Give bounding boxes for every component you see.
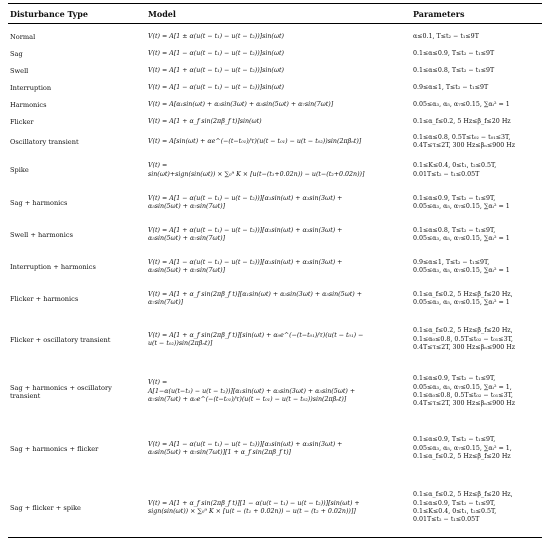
model-line: V(t) = bbox=[148, 162, 168, 170]
bottom-rule bbox=[8, 537, 542, 538]
model-line: V(t) = A[1 ± α(u(t − t₁) − u(t − t₂))]sin(ωt) bbox=[148, 33, 285, 41]
disturbance-type-cell: Sag + harmonics + oscillatory transient bbox=[10, 383, 112, 400]
parameters-cell bbox=[413, 132, 545, 152]
parameters-cell bbox=[413, 220, 545, 250]
model-cell bbox=[148, 47, 410, 62]
model-line: V(t) = A[α₁sin(ωt) + α₃sin(3ωt) + α₅sin(5ωt) + α₇sin(7ωt)] bbox=[148, 101, 334, 109]
model-cell bbox=[148, 220, 410, 250]
disturbance-type-cell: Sag + flicker + spike bbox=[10, 503, 81, 512]
table-row bbox=[8, 420, 542, 478]
table-row bbox=[8, 155, 542, 186]
model-line: V(t) = A[1 − α(u(t − t₁) − u(t − t₂))]sin(ωt) bbox=[148, 50, 285, 58]
table-row bbox=[8, 98, 542, 113]
model-line: V(t) = A[1 + α(u(t − t₁) − u(t − t₂))][α₁sin(ωt) + α₃sin(3ωt) + bbox=[148, 226, 343, 234]
model-cell bbox=[148, 316, 410, 364]
parameter-line: α≤0.1, T≤t₂ − t₁≤9T bbox=[413, 33, 479, 41]
model-line: V(t) = A[1 − α(u(t − t₁) − u(t − t₂))][α₁sin(ωt) + α₃sin(3ωt) + bbox=[148, 258, 343, 266]
model-cell bbox=[148, 115, 410, 130]
disturbance-type-cell: Sag bbox=[10, 50, 23, 59]
parameters-cell bbox=[413, 81, 545, 96]
disturbance-type-cell: Oscillatory transient bbox=[10, 137, 79, 146]
parameter-line: 0.1≤α≤0.8, 0.5T≤t₀₂ − t₀₁≤3T, bbox=[413, 133, 511, 141]
parameter-line: 0.4T≤τ≤2T, 300 Hz≤βₙ≤900 Hz bbox=[413, 400, 516, 408]
model-line: V(t) = A[1 + α(u(t − t₁) − u(t − t₂))]sin(ωt) bbox=[148, 67, 285, 75]
model-cell bbox=[148, 420, 410, 478]
model-line: α₇sin(7ωt) + α₀e^(−(t−t₀₁)/τ)(u(t − t₀₁) − u(t − t₀₂))sin(2πβₙt)] bbox=[148, 396, 347, 404]
parameters-cell bbox=[413, 47, 545, 62]
parameters-cell bbox=[413, 284, 545, 314]
parameter-line: 0.1≤α≤0.9, T≤t₂ − t₁≤9T bbox=[413, 50, 495, 58]
table-row bbox=[8, 115, 542, 130]
table-row bbox=[8, 188, 542, 218]
model-line: α₅sin(5ωt) + α₇sin(7ωt)] bbox=[148, 267, 226, 274]
table-row bbox=[8, 316, 542, 364]
parameters-cell bbox=[413, 98, 545, 113]
parameter-line: 0.1≤α≤0.8, T≤t₂ − t₁≤9T, bbox=[413, 226, 496, 234]
model-line: V(t) = A[1 + α_f sin(2πβ_f t)][α₁sin(ωt) + α₃sin(3ωt) + α₅sin(5ωt) + bbox=[148, 290, 363, 298]
model-cell bbox=[148, 98, 410, 113]
model-cell bbox=[148, 366, 410, 418]
parameter-line: 0.01T≤t₂ − t₁≤0.05T bbox=[413, 516, 480, 524]
table-row bbox=[8, 81, 542, 96]
model-line: A[1−α(u(t−t₁) − u(t − t₂))][α₁sin(ωt) + α₃sin(3ωt) + α₅sin(5ωt) + bbox=[148, 387, 356, 395]
disturbance-type-cell: Interruption + harmonics bbox=[10, 262, 96, 271]
model-cell bbox=[148, 155, 410, 186]
parameter-line: 0.1≤α≤0.9, T≤t₂ − t₁≤9T, bbox=[413, 375, 496, 383]
model-line: V(t) = A[1 − α(u(t − t₁) − u(t − t₂))]sin(ωt) bbox=[148, 84, 285, 92]
model-cell bbox=[148, 481, 410, 535]
table-row bbox=[8, 132, 542, 152]
top-rule bbox=[8, 3, 542, 4]
header-rule bbox=[8, 23, 542, 24]
model-cell bbox=[148, 64, 410, 79]
model-cell bbox=[148, 252, 410, 282]
model-line: sign(sin(ωt)) × ∑₀⁹ K × [u(t − (t₁ + 0.02n)) − u(t − (t₂ + 0.02n))]] bbox=[148, 508, 356, 515]
parameter-line: 0.1≤K≤0.4, 0≤t₁, t₂≤0.5T, bbox=[413, 508, 497, 515]
parameters-cell bbox=[413, 188, 545, 218]
model-cell bbox=[148, 81, 410, 96]
table-row bbox=[8, 30, 542, 45]
disturbance-type-cell: Flicker + harmonics bbox=[10, 294, 79, 303]
table-row bbox=[8, 284, 542, 314]
table-row bbox=[8, 366, 542, 418]
parameters-cell bbox=[413, 155, 545, 186]
model-line: α₅sin(5ωt) + α₇sin(7ωt)] bbox=[148, 235, 226, 242]
header-model: Model bbox=[148, 9, 176, 19]
parameter-line: 0.1≤α≤0.9, T≤t₂ − t₁≤9T, bbox=[413, 194, 496, 202]
header-parameters: Parameters bbox=[413, 9, 465, 19]
model-line: α₅sin(5ωt) + α₇sin(7ωt)][1 + α_f sin(2πβ_f t)] bbox=[148, 449, 292, 456]
model-line: α₇sin(7ωt)] bbox=[148, 299, 184, 306]
disturbance-type-cell: Harmonics bbox=[10, 101, 47, 110]
parameter-line: 0.4T≤τ≤2T, 300 Hz≤βₙ≤900 Hz bbox=[413, 142, 516, 149]
model-line: α₅sin(5ωt) + α₇sin(7ωt)] bbox=[148, 203, 226, 210]
header-disturbance-type: Disturbance Type bbox=[10, 9, 88, 19]
parameter-line: 0.1≤α_f≤0.2, 5 Hz≤β_f≤20 Hz bbox=[413, 118, 511, 126]
parameter-line: 0.05≤α₃, α₅, α₇≤0.15, ∑αᵢ² = 1 bbox=[413, 203, 510, 210]
parameter-line: 0.4T≤τ≤2T, 300 Hz≤βₙ≤900 Hz bbox=[413, 344, 516, 352]
model-line: V(t) = A[1 − α(u(t − t₁) − u(t − t₂))][α₁sin(ωt) + α₃sin(3ωt) + bbox=[148, 194, 343, 202]
parameter-line: 0.9≤α≤1, T≤t₂ − t₁≤9T bbox=[413, 84, 489, 92]
model-cell bbox=[148, 188, 410, 218]
parameter-line: 0.1≤α_f≤0.2, 5 Hz≤β_f≤20 Hz, bbox=[413, 491, 513, 499]
parameter-line: 0.9≤α≤1, T≤t₂ − t₁≤9T, bbox=[413, 258, 490, 266]
disturbance-type-cell: Flicker bbox=[10, 118, 34, 127]
model-line: u(t − t₀₂))sin(2πβₙt)] bbox=[148, 340, 213, 347]
model-line: V(t) = A[1 + α_f sin(2πβ_f t)]sin(ωt) bbox=[148, 118, 262, 126]
disturbance-type-cell: Swell + harmonics bbox=[10, 230, 73, 239]
disturbance-type-cell: Swell bbox=[10, 67, 29, 76]
disturbance-type-cell: Spike bbox=[10, 166, 29, 175]
model-line: V(t) = A[1 + α_f sin(2πβ_f t)][sin(ωt) + α₀e^(−(t−t₀₁)/τ)(u(t − t₀₁) − bbox=[148, 331, 364, 339]
model-line: V(t) = bbox=[148, 379, 168, 387]
disturbance-type-cell: Flicker + oscillatory transient bbox=[10, 335, 111, 344]
parameter-line: 0.05≤α₃, α₅, α₇≤0.15, ∑αᵢ² = 1 bbox=[413, 101, 510, 109]
parameter-line: 0.1≤α_f≤0.2, 5 Hz≤β_f≤20 Hz, bbox=[413, 327, 513, 335]
parameter-line: 0.05≤α₃, α₅, α₇≤0.15, ∑αᵢ² = 1 bbox=[413, 235, 510, 242]
model-cell bbox=[148, 30, 410, 45]
disturbance-type-cell: Interruption bbox=[10, 84, 52, 93]
table-row bbox=[8, 47, 542, 62]
parameter-line: 0.05≤α₃, α₅, α₇≤0.15, ∑αᵢ² = 1 bbox=[413, 267, 510, 274]
model-line: sin(ωt)+sign(sin(ωt)) × ∑₀⁹ K × [u(t−(t₁+0.02n)) − u(t−(t₂+0.02n))] bbox=[148, 170, 365, 178]
disturbance-type-cell: Sag + harmonics + flicker bbox=[10, 444, 99, 453]
parameters-cell bbox=[413, 420, 545, 478]
model-cell bbox=[148, 284, 410, 314]
parameter-line: 0.1≤K≤0.4, 0≤t₁, t₂≤0.5T, bbox=[413, 162, 497, 170]
disturbance-type-cell: Sag + harmonics bbox=[10, 198, 68, 207]
table-row bbox=[8, 220, 542, 250]
parameters-cell bbox=[413, 30, 545, 45]
parameters-cell bbox=[413, 252, 545, 282]
parameters-cell bbox=[413, 64, 545, 79]
parameters-cell bbox=[413, 366, 545, 418]
parameter-line: 0.1≤α≤0.9, T≤t₂ − t₁≤9T, bbox=[413, 436, 496, 444]
parameter-line: 0.1≤α≤0.9, T≤t₂ − t₁≤9T, bbox=[413, 499, 496, 507]
table-row bbox=[8, 252, 542, 282]
parameters-cell bbox=[413, 115, 545, 130]
parameter-line: 0.1≤α₀≤0.8, 0.5T≤t₀₂ − t₀₁≤3T, bbox=[413, 392, 513, 399]
table-row bbox=[8, 64, 542, 79]
table-row bbox=[8, 481, 542, 535]
parameter-line: 0.01T≤t₂ − t₁≤0.05T bbox=[413, 170, 480, 178]
parameter-line: 0.05≤α₃, α₅, α₇≤0.15, ∑αᵢ² = 1 bbox=[413, 299, 510, 306]
disturbance-type-cell: Normal bbox=[10, 33, 36, 42]
parameter-line: 0.1≤α_f≤0.2, 5 Hz≤β_f≤20 Hz bbox=[413, 453, 511, 461]
model-line: V(t) = A[sin(ωt) + αe^(−(t−t₀₁)/τ)(u(t − t₀₁) − u(t − t₀₂))sin(2πβₙt)] bbox=[148, 137, 362, 145]
model-line: V(t) = A[1 + α_f sin(2πβ_f t)][1 − α(u(t − t₁) − u(t − t₂))][sin(ωt) + bbox=[148, 499, 360, 507]
parameter-line: 0.1≤α_f≤0.2, 5 Hz≤β_f≤20 Hz, bbox=[413, 290, 513, 298]
model-cell bbox=[148, 132, 410, 152]
parameters-cell bbox=[413, 316, 545, 364]
parameter-line: 0.1≤α≤0.8, T≤t₂ − t₁≤9T bbox=[413, 67, 495, 75]
parameter-line: 0.1≤α₀≤0.8, 0.5T≤t₀₂ − t₀₁≤3T, bbox=[413, 335, 513, 343]
model-line: V(t) = A[1 − α(u(t − t₁) − u(t − t₂))][α₁sin(ωt) + α₃sin(3ωt) + bbox=[148, 440, 343, 448]
parameters-cell bbox=[413, 481, 545, 535]
parameter-line: 0.05≤α₃, α₅, α₇≤0.15, ∑αᵢ² = 1, bbox=[413, 444, 512, 452]
parameter-line: 0.05≤α₃, α₅, α₇≤0.15, ∑αᵢ² = 1, bbox=[413, 383, 512, 391]
